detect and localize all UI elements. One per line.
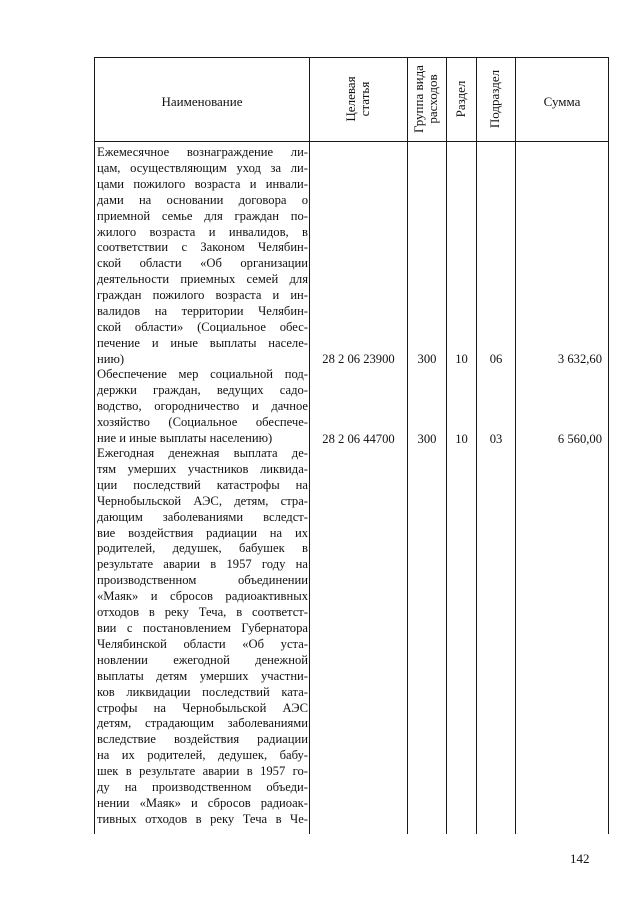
table-left-border: [94, 57, 95, 834]
description-line: приемной семье для граждан по-: [97, 208, 308, 223]
header-target-article-text: Целевая статья: [343, 76, 372, 122]
header-subsection: [488, 70, 502, 128]
header-expense-group-text: Группа вида расходов: [411, 65, 440, 133]
description-line: валидов на территории Челябин-: [97, 304, 308, 319]
description-line: нении «Маяк» и сбросов радиоак-: [97, 795, 308, 810]
table-row-description: [97, 367, 308, 447]
description-line: выплаты детям умерших участни-: [97, 668, 308, 683]
header-bottom-border: [94, 141, 609, 142]
table-right-border: [608, 57, 609, 834]
description-line: детям, страдающим заболеваниями: [97, 716, 308, 731]
description-line: новлении ежегодной денежной: [97, 652, 308, 667]
header-section-text: Раздел: [453, 80, 468, 118]
header-target-article: [344, 63, 372, 135]
description-line: тям умерших участников ликвида-: [97, 461, 308, 476]
table-row-description: [97, 145, 308, 368]
table-top-border: [94, 57, 609, 58]
description-line: ской области «Об организации: [97, 256, 308, 271]
description-line: водство, огородничество и дачное: [97, 398, 308, 413]
row-target-article: 28 2 06 44700: [322, 432, 395, 446]
description-line: цами пожилого возраста и инвали-: [97, 176, 308, 191]
description-line: вие воздействия радиации на их: [97, 525, 308, 540]
description-line: ции последствий катастрофы на: [97, 477, 308, 492]
description-line: жилого возраста и инвалидов, в: [97, 224, 308, 239]
description-line: граждан пожилого возраста и ин-: [97, 288, 308, 303]
row-expense-group: 300: [417, 432, 437, 446]
row-section: 10: [455, 352, 468, 366]
description-line: Ежемесячное вознаграждение ли-: [97, 145, 308, 159]
description-line: ду на производственном объеди-: [97, 780, 308, 795]
description-line: ской области» (Социальное обес-: [97, 319, 308, 334]
header-name: Наименование: [161, 94, 243, 109]
description-line: на их родителей, дедушек, бабу-: [97, 748, 308, 763]
row-section: 10: [455, 432, 468, 446]
row-sum: 3 632,60: [557, 352, 602, 366]
description-line: вии с постановлением Губернатора: [97, 620, 308, 635]
description-line: деятельности приемных семей для: [97, 272, 308, 287]
description-line: держки граждан, ведущих садо-: [97, 382, 308, 397]
description-line: хозяйство (Социальное обеспече-: [97, 414, 308, 429]
page-number: 142: [570, 851, 590, 866]
description-line: ков ликвидации последствий ката-: [97, 684, 308, 699]
table-row-description: [97, 446, 308, 828]
description-line: тивных отходов в реку Теча в Че-: [97, 811, 308, 826]
row-target-article: 28 2 06 23900: [322, 352, 395, 366]
description-line: Челябинской области «Об уста-: [97, 636, 308, 651]
description-line: родителей, дедушек, бабушек в: [97, 541, 308, 556]
description-line: шек в результате аварии в 1957 го-: [97, 764, 308, 779]
description-line: дающим заболеваниями вследст-: [97, 509, 308, 524]
row-subsection: 06: [489, 352, 503, 366]
description-line: Ежегодная денежная выплата де-: [97, 446, 308, 460]
description-line: отходов в реку Теча, в соответст-: [97, 605, 308, 620]
description-line: производственном объединении: [97, 573, 308, 588]
description-line: строфы на Чернобыльской АЭС: [97, 700, 308, 715]
header-section: [454, 81, 468, 118]
row-sum: 6 560,00: [557, 432, 602, 446]
description-line: дами на основании договора о: [97, 192, 308, 207]
description-line: вследствие воздействия радиации: [97, 732, 308, 747]
header-subsection-text: Подраздел: [487, 69, 502, 129]
description-line: печение и иные выплаты населе-: [97, 335, 308, 350]
description-line: Чернобыльской АЭС, детям, стра-: [97, 493, 308, 508]
header-sum: Сумма: [543, 94, 581, 109]
description-line: ние и иные выплаты населению): [97, 430, 273, 445]
description-line: нию): [97, 351, 125, 366]
description-line: соответствии с Законом Челябин-: [97, 240, 308, 255]
description-line: цам, осуществляющим уход за ли-: [97, 160, 308, 175]
description-line: Обеспечение мер социальной под-: [97, 367, 308, 381]
description-line: «Маяк» и сбросов радиоактивных: [97, 589, 308, 604]
header-expense-group: [412, 59, 440, 139]
row-expense-group: 300: [417, 352, 437, 366]
description-line: результате аварии в 1957 году на: [97, 557, 308, 572]
row-subsection: 03: [489, 432, 503, 446]
